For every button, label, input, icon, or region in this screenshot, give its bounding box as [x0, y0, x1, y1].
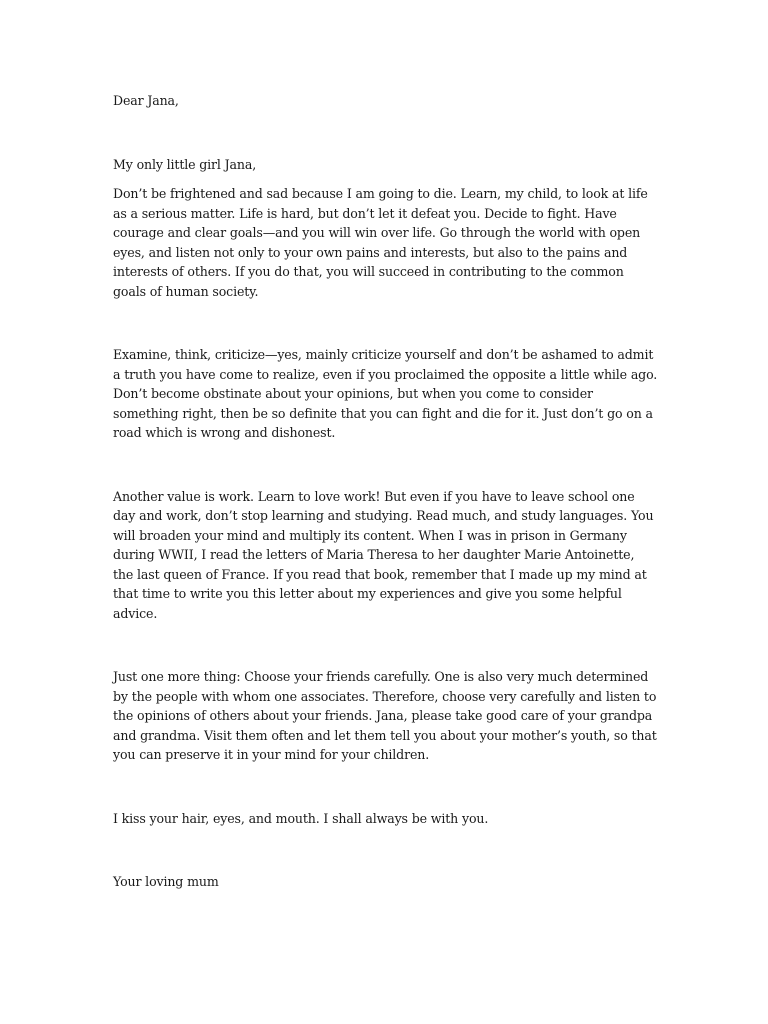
letter-paragraph-3: Another value is work. Learn to love work! But even if you have to leave school one day and work, don’t stop learning and studying. Read much, and study languages. You will broaden your mind and multiply its content. When I was in prison in Germany during WWII, I read the letters of Maria Theresa to her daughter Marie Antoinette, the last queen of France. If you read that book, remember that I made up my mind at that time to write you this letter about my experiences and give you some helpful advice. — [113, 488, 654, 621]
letter-body — [113, 91, 658, 892]
letter-salutation: My only little girl Jana, — [113, 156, 257, 172]
letter-paragraph-4: Just one more thing: Choose your friends carefully. One is also very much determined by the people with whom one associates. Therefore, choose very carefully and listen to the opinions of others about your friends. Jana, please take good care of your grandpa and grandma. Visit them often and let them tell you about your mother’s youth, so that you can preserve it in your mind for your children. — [113, 669, 657, 762]
letter-closing-line: I kiss your hair, eyes, and mouth. I shall always be with you. — [113, 810, 489, 826]
letter-paragraph-2: Examine, think, criticize—yes, mainly criticize yourself and don’t be ashamed to admit a truth you have come to realize, even if you proclaimed the opposite a little while ago. Don’t become obstinate about your opinions, but when you come to consider something right, then be so definite that you can fight and die for it. Just don’t go on a road which is wrong and dishonest. — [113, 347, 658, 440]
letter-greeting: Dear Jana, — [113, 93, 179, 108]
letter-signoff: Your loving mum — [113, 874, 219, 889]
letter-paragraph-1: Don’t be frightened and sad because I am going to die. Learn, my child, to look at life as a serious matter. Life is hard, but don’t let it defeat you. Decide to fight. Have courage and clear goals—and you will win over life. Go through the world with open eyes, and listen not only to your own pains and interests, but also to the pains and interests of others. If you do that, you will succeed in contributing to the common goals of human society. — [113, 186, 648, 299]
